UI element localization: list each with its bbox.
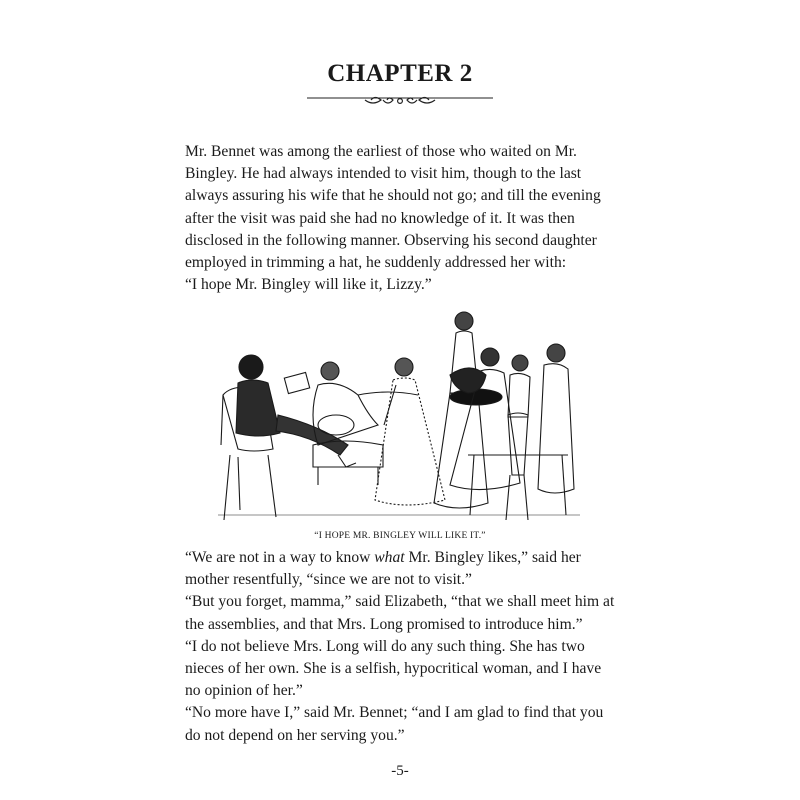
paragraph-part: Mr. Bingley likes,” said her mother resentfully, “since we are not to visit.” [185,549,581,589]
paragraph: “No more have I,” said Mr. Bennet; “and I am glad to find that you do not depend on her serving you.” [185,704,604,744]
body-text-bottom [185,547,615,747]
parlour-scene-illustration [218,305,580,527]
paragraph [185,547,615,591]
paragraph: “I do not believe Mrs. Long will do any such thing. She has two nieces of her own. She is a selfish, hypocritical woman, and I have no opinion of her.” [185,637,602,700]
emphasis-word: what [374,549,405,566]
paragraph: “I hope Mr. Bingley will like it, Lizzy.” [185,276,432,294]
paragraph-part: “We are not in a way to know [185,549,375,566]
paragraph: Mr. Bennet was among the earliest of those who waited on Mr. Bingley. He had always intended to visit him, though to the last always assuring his wife that he should not go; and till the evening after the visit was paid she had no knowledge of it. It was then disclosed in the following manner. Observing his second daughter employed in trimming a hat, he suddenly addressed her with: [185,143,601,272]
chapter-title: CHAPTER 2 [327,60,473,87]
illustration-caption: “I HOPE MR. BINGLEY WILL LIKE IT.” [314,531,486,541]
paragraph: “But you forget, mamma,” said Elizabeth, “that we shall meet him at the assemblies, and that Mrs. Long promised to introduce him.” [185,593,615,633]
flourish-ornament-icon [305,92,495,108]
body-text-top [185,141,615,296]
page-number: -5- [391,763,409,779]
